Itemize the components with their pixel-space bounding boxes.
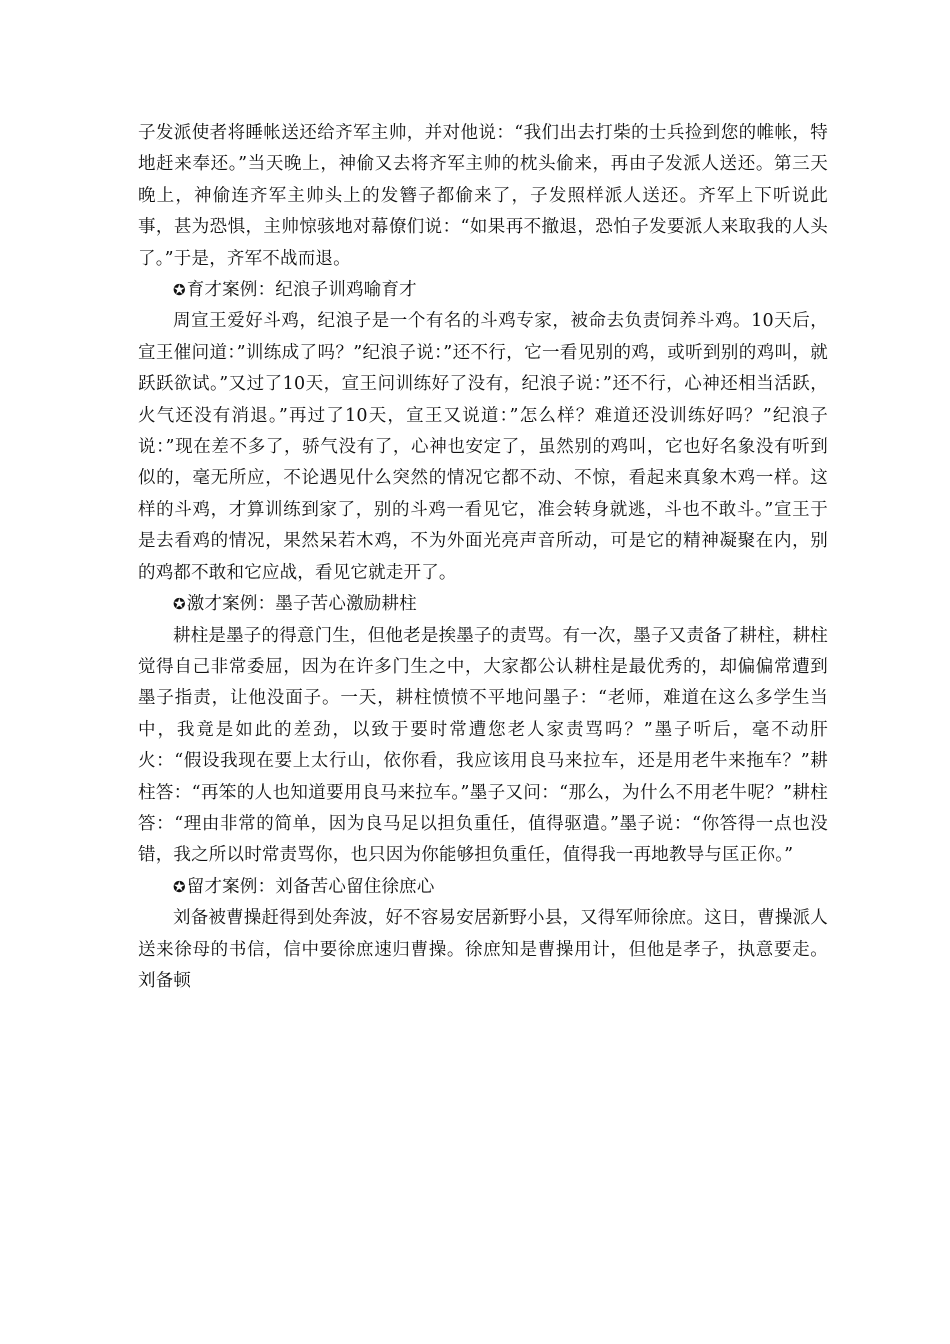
heading-yucai-case — [138, 275, 828, 306]
heading-liucai-text: 留才案例：刘备苦心留住徐庶心 — [186, 876, 435, 897]
heading-jicai-case — [138, 589, 828, 620]
document-page — [138, 118, 828, 997]
paragraph-liubei-story: 刘备被曹操赶得到处奔波，好不容易安居新野小县，又得军师徐庶。这日，曹操派人送来徐母的书信，信中要徐庶速归曹操。徐庶知是曹操用计，但他是孝子，执意要走。刘备顿 — [138, 908, 828, 991]
heading-liucai-case — [138, 872, 828, 903]
paragraph-jilangzi-story: 周宣王爱好斗鸡，纪浪子是一个有名的斗鸡专家，被命去负责饲养斗鸡。10天后，宣王催问道：”训练成了吗？”纪浪子说：”还不行，它一看见别的鸡，或听到别的鸡叫，就跃跃欲试。”又过了10天，宣王问训练好了没有，纪浪子说：”还不行，心神还相当活跃，火气还没有消退。”再过了10天，宣王又说道：”怎么样？难道还没训练好吗？”纪浪子说：”现在差不多了，骄气没有了，心神也安定了，虽然别的鸡叫，它也好名象没有听到似的，毫无所应，不论遇见什么突然的情况它都不动、不惊，看起来真象木鸡一样。这样的斗鸡，才算训练到家了，别的斗鸡一看见它，准会转身就逃，斗也不敢斗。”宣王于是去看鸡的情况，果然呆若木鸡，不为外面光亮声音所动，可是它的精神凝聚在内，别的鸡都不敢和它应战，看见它就走开了。 — [138, 311, 828, 583]
paragraph-mozi-story: 耕柱是墨子的得意门生，但他老是挨墨子的责骂。有一次，墨子又责备了耕柱，耕柱觉得自己非常委屈，因为在许多门生之中，大家都公认耕柱是最优秀的，却偏偏常遭到墨子指责，让他没面子。一天，耕柱愤愤不平地问墨子：“老师，难道在这么多学生当中，我竟是如此的差劲，以致于要时常遭您老人家责骂吗？”墨子听后，毫不动肝火：“假设我现在要上太行山，依你看，我应该用良马来拉车，还是用老牛来拖车？”耕柱答：“再笨的人也知道要用良马来拉车。”墨子又问：“那么，为什么不用老牛呢？”耕柱答：“理由非常的简单，因为良马足以担负重任，值得驱遣。”墨子说：“你答得一点也没错，我之所以时常责骂你，也只因为你能够担负重任，值得我一再地教导与匡正你。” — [138, 625, 828, 866]
heading-yucai-text: 育才案例：纪浪子训鸡喻育才 — [186, 280, 417, 301]
star-bullet-icon: ✪ — [173, 877, 186, 896]
heading-jicai-text: 激才案例：墨子苦心激励耕柱 — [186, 594, 417, 615]
star-bullet-icon: ✪ — [173, 595, 186, 614]
paragraph-zifa-story: 子发派使者将睡帐送还给齐军主帅，并对他说：“我们出去打柴的士兵捡到您的帷帐，特地赶来奉还。”当天晚上，神偷又去将齐军主帅的枕头偷来，再由子发派人送还。第三天晚上，神偷连齐军主帅头上的发簪子都偷来了，子发照样派人送还。齐军上下听说此事，甚为恐惧，主帅惊骇地对幕僚们说：“如果再不撤退，恐怕子发要派人来取我的人头了。”于是，齐军不战而退。 — [138, 123, 828, 269]
star-bullet-icon: ✪ — [173, 281, 186, 300]
